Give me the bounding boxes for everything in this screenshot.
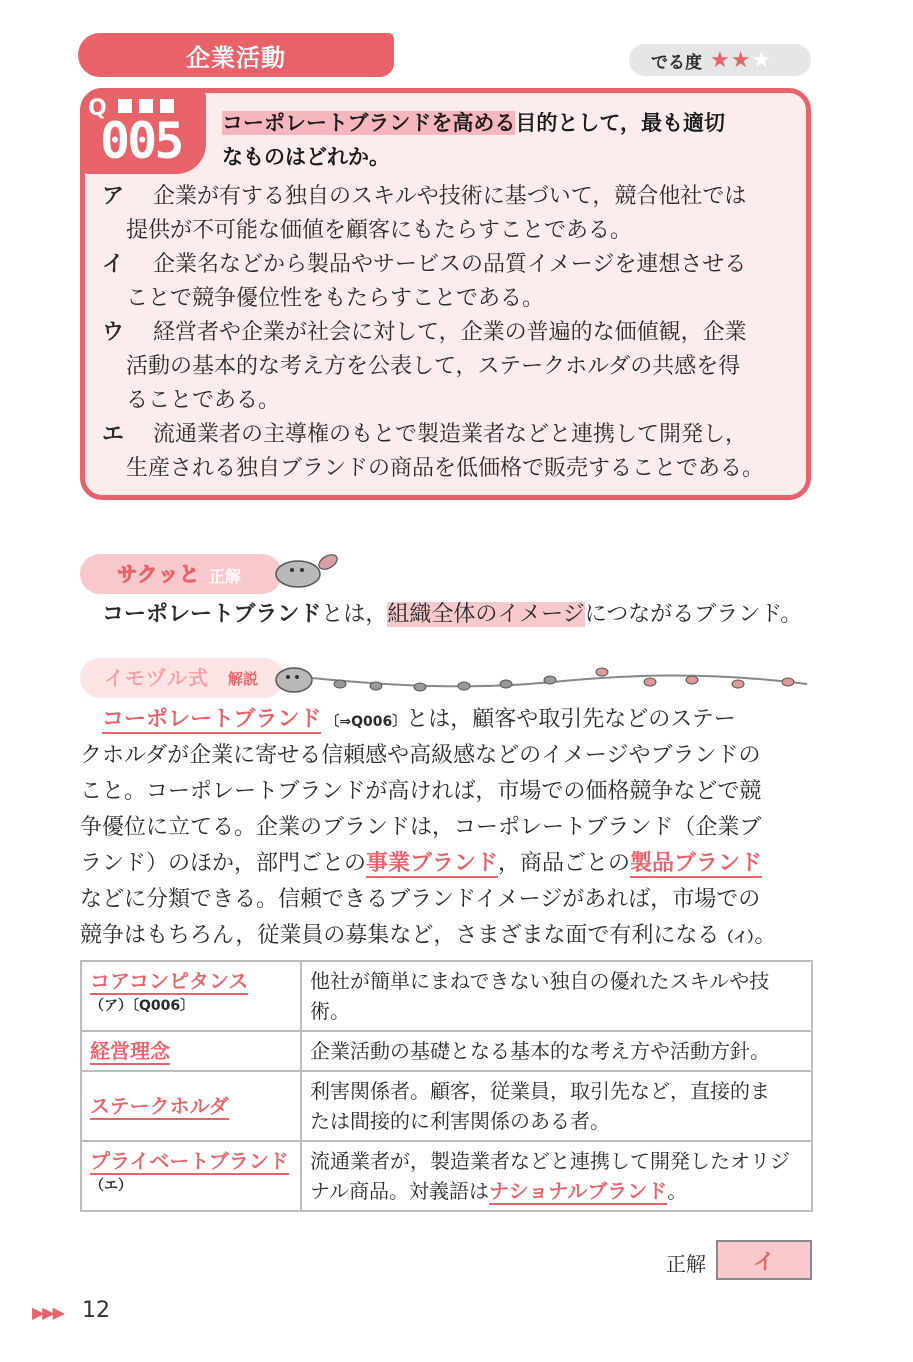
option-key: ア (102, 184, 125, 209)
quick-answer-term: コーポレートブランド (102, 602, 322, 627)
definition-end: 。 (667, 1179, 688, 1203)
table-row (81, 1071, 812, 1141)
explanation-text: 。 (754, 923, 777, 948)
option-text: 流通業者の主導権のもとで製造業者などと連携して開発し， (153, 422, 748, 447)
term-product-brand: 製品ブランド (630, 851, 763, 876)
answer-reference: （イ） (719, 930, 755, 946)
cross-reference: 〔⇒Q006〕 (325, 714, 407, 730)
definition-line: ナル商品。対義語は (310, 1179, 489, 1203)
explanation-text: 競争はもちろん，従業員の募集など，さまざまな面で有利になる (80, 923, 720, 948)
option-a-line2: 提供が不可能な価値を顧客にもたらすことである。 (126, 218, 633, 243)
question-title-highlight: コーポレートブランドを高める (222, 111, 516, 135)
definition-cell (301, 1031, 812, 1071)
explanation-line-2: クホルダが企業に寄せる信頼感や高級感などのイメージやブランドの (80, 743, 761, 768)
question-title (222, 106, 725, 140)
term-cell (81, 1141, 301, 1211)
option-d (102, 418, 747, 452)
section-title: 企業活動 (186, 43, 286, 72)
explanation-line-6: などに分類できる。信頼できるブランドイメージがあれば，市場での (80, 887, 761, 912)
quick-answer-mid: とは， (321, 602, 388, 627)
answer-value: イ (752, 1249, 775, 1275)
explanation-text: とは，顧客や取引先などのステー (406, 707, 736, 732)
explanation-line-5 (80, 846, 762, 882)
difficulty-label: でる度 (651, 52, 702, 73)
definition-line: 企業活動の基礎となる基本的な考え方や活動方針。 (310, 1039, 770, 1063)
term-name: プライベートブランド (90, 1149, 289, 1173)
definition-cell (301, 1071, 812, 1141)
option-text: 経営者や企業が社会に対して，企業の普遍的な価値観，企業 (153, 320, 747, 345)
section-banner (78, 33, 394, 77)
question-number: 005 (100, 112, 182, 170)
option-c-line3: ることである。 (126, 388, 281, 413)
term-national-brand: ナショナルブランド (489, 1179, 668, 1203)
option-c (102, 316, 747, 350)
star-filled-icon: ★★ (710, 47, 752, 73)
question-title-rest: 目的として，最も適切 (515, 111, 725, 135)
question-title-line2: なものはどれか。 (222, 145, 390, 169)
explanation-line-1 (102, 702, 736, 740)
square-icon (139, 99, 153, 113)
term-name: コアコンピタンス (90, 969, 249, 993)
term-name: 経営理念 (90, 1039, 170, 1063)
mole-mascot-icon (272, 548, 342, 588)
quick-answer-tag-main: サクッと (117, 562, 201, 586)
explanation-tag-sub: 解説 (228, 670, 259, 688)
term-ref: （エ） (90, 1178, 132, 1194)
answer-box (716, 1240, 812, 1280)
square-icon (160, 99, 174, 113)
quick-answer-end: につながるブランド。 (584, 602, 803, 627)
difficulty-rating (629, 44, 811, 76)
term-name: ステークホルダ (90, 1094, 229, 1118)
table-row (81, 1141, 812, 1211)
option-b-line2: ことで競争優位性をもたらすことである。 (126, 286, 545, 311)
square-icon (118, 99, 132, 113)
page-number: 12 (82, 1298, 110, 1323)
definition-line: たは間接的に利害関係のある者。 (310, 1109, 610, 1133)
option-d-line2: 生産される独自ブランドの商品を低価格で販売することである。 (126, 456, 765, 481)
definition-line: 流通業者が，製造業者などと連携して開発したオリジ (310, 1149, 790, 1173)
term-corporate-brand: コーポレートブランド (102, 707, 322, 732)
term-cell (81, 1071, 301, 1141)
definition-cell (301, 961, 812, 1031)
option-key: ウ (102, 320, 125, 345)
vine-decoration-icon (272, 660, 812, 698)
quick-answer-tag-sub: 正解 (209, 567, 242, 586)
definition-line: 術。 (310, 999, 350, 1023)
option-c-line2: 活動の基本的な考え方を公表して，ステークホルダの共感を得 (126, 354, 741, 379)
option-b (102, 248, 746, 282)
term-business-brand: 事業ブランド (366, 851, 499, 876)
quick-answer-text (102, 598, 802, 632)
star-rating (710, 48, 772, 73)
page-arrows-icon: ▶▶▶ (32, 1303, 63, 1322)
option-key: イ (102, 252, 125, 277)
table-row (81, 1031, 812, 1071)
explanation-line-4: 争優位に立てる。企業のブランドは，コーポレートブランド（企業ブ (80, 815, 762, 840)
explanation-text: ランド）のほか，部門ごとの (80, 851, 367, 876)
option-text: 企業が有する独自のスキルや技術に基づいて，競合他社では (153, 184, 747, 209)
term-cell (81, 961, 301, 1031)
answer-label: 正解 (666, 1252, 706, 1276)
option-a (102, 180, 746, 214)
table-row (81, 961, 812, 1031)
term-table (80, 960, 813, 1212)
term-cell (81, 1031, 301, 1071)
option-text: 企業名などから製品やサービスの品質イメージを連想させる (153, 252, 747, 277)
definition-cell (301, 1141, 812, 1211)
question-letter: Q (88, 96, 107, 121)
quick-answer-highlight: 組織全体のイメージ (387, 602, 585, 627)
definition-line: 利害関係者。顧客，従業員，取引先など，直接的ま (310, 1079, 770, 1103)
explanation-line-7 (80, 918, 776, 956)
option-key: エ (102, 422, 125, 447)
explanation-line-3: こと。コーポレートブランドが高ければ，市場での価格競争などで競 (80, 779, 762, 804)
explanation-text: ，商品ごとの (498, 851, 631, 876)
definition-line: 他社が簡単にまねできない独自の優れたスキルや技 (310, 969, 770, 993)
star-empty-icon: ★ (751, 47, 773, 73)
term-ref: （ア）〔Q006〕 (90, 998, 195, 1014)
explanation-tag-main: イモヅル式 (104, 666, 209, 690)
